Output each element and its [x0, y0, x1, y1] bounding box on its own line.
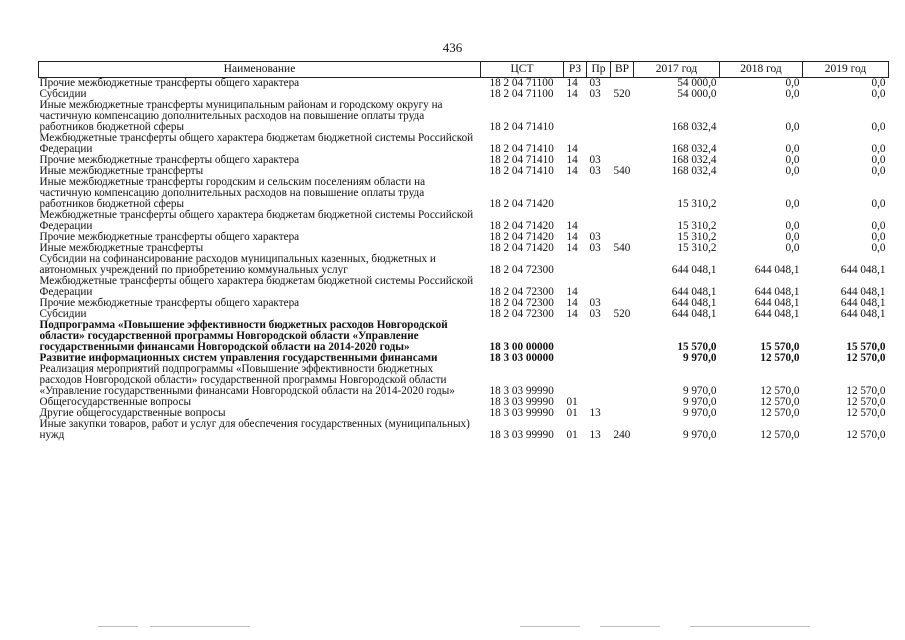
cell-2018: 0,0 — [785, 231, 800, 243]
cell-rz: 14 — [566, 77, 578, 89]
cell-2018: 15 570,0 — [760, 341, 800, 353]
cell-name: Субсидии — [39, 88, 87, 100]
cell-2017: 15 570,0 — [677, 341, 717, 353]
cell-rz — [564, 353, 587, 364]
header-cst: ЦСТ — [481, 62, 564, 78]
cell-2018: 0,0 — [785, 198, 800, 210]
cell-cst: 18 2 04 71410 — [489, 143, 554, 155]
cell-pr: 03 — [589, 165, 601, 177]
cell-name: Иные межбюджетные трансферты муниципальным районам и городскому округу на частичную компенсацию дополнительных расходов на повышение оплаты труда работников бюджетной сферы — [39, 99, 443, 133]
cell-2017: 15 310,2 — [677, 231, 717, 243]
cell-2019: 644 048,1 — [840, 286, 886, 298]
cell-2017: 15 310,2 — [677, 198, 717, 210]
scan-edge-marks — [0, 626, 905, 632]
cell-pr — [587, 100, 611, 133]
cell-2017: 54 000,0 — [677, 77, 717, 89]
cell-rz — [564, 254, 587, 276]
cell-rz: 14 — [566, 220, 578, 232]
cell-pr: 03 — [589, 88, 601, 100]
cell-2018: 12 570,0 — [760, 429, 800, 441]
cell-vr — [611, 408, 634, 419]
cell-pr: 03 — [589, 297, 601, 309]
page-number: 436 — [442, 40, 463, 55]
cell-name: Субсидии на софинансирование расходов муниципальных казенных, бюджетных и автономных учреждений по приобретению коммунальных услуг — [39, 253, 436, 276]
cell-2019: 12 570,0 — [846, 396, 886, 408]
cell-2018: 644 048,1 — [754, 308, 800, 320]
cell-rz — [564, 100, 587, 133]
cell-cst: 18 2 04 71420 — [489, 231, 554, 243]
cell-name: Субсидии — [39, 308, 87, 320]
cell-cst: 18 2 04 72300 — [489, 264, 554, 276]
cell-2018: 0,0 — [785, 154, 800, 166]
cell-vr: 520 — [613, 88, 631, 100]
cell-cst: 18 2 04 71100 — [489, 77, 554, 89]
cell-2017: 9 970,0 — [682, 352, 717, 364]
cell-2018: 0,0 — [785, 242, 800, 254]
table-row — [39, 254, 889, 276]
cell-name: Подпрограмма «Повышение эффективности бюджетных расходов Новгородской области» государственной программы Новгородской области «Управление государственными финансами Новгородской области на 2014-2020 годы» — [39, 319, 448, 353]
cell-2019: 0,0 — [871, 231, 886, 243]
cell-2018: 644 048,1 — [754, 297, 800, 309]
cell-2018: 0,0 — [785, 143, 800, 155]
cell-rz: 14 — [566, 154, 578, 166]
cell-cst: 18 3 00 00000 — [489, 341, 554, 353]
cell-2017: 644 048,1 — [671, 297, 717, 309]
cell-2019: 15 570,0 — [846, 341, 886, 353]
cell-vr: 240 — [613, 429, 631, 441]
cell-2018: 0,0 — [785, 77, 800, 89]
cell-rz: 01 — [566, 407, 578, 419]
cell-pr: 03 — [589, 231, 601, 243]
cell-2018: 12 570,0 — [760, 352, 800, 364]
cell-pr — [587, 210, 611, 232]
cell-vr: 540 — [613, 165, 631, 177]
cell-name: Реализация мероприятий подпрограммы «Повышение эффективности бюджетных расходов Новгородской области» государственной программы Новгородской области «Управление государственными финансами Новгородской области на 2014-2020 годы» — [39, 363, 455, 397]
cell-vr — [611, 353, 634, 364]
cell-2018: 12 570,0 — [760, 396, 800, 408]
cell-2019: 12 570,0 — [846, 385, 886, 397]
header-2018: 2018 год — [720, 62, 803, 78]
table-row — [39, 78, 889, 90]
cell-2019: 0,0 — [871, 88, 886, 100]
cell-2019: 12 570,0 — [846, 429, 886, 441]
cell-cst: 18 3 03 99990 — [489, 429, 554, 441]
cell-2017: 9 970,0 — [682, 407, 717, 419]
cell-name: Межбюджетные трансферты общего характера бюджетам бюджетной системы Российской Федерации — [39, 275, 474, 298]
cell-vr — [611, 210, 634, 232]
cell-2017: 644 048,1 — [671, 308, 717, 320]
cell-pr — [587, 254, 611, 276]
cell-vr — [611, 320, 634, 353]
cell-cst: 18 3 03 99990 — [489, 396, 554, 408]
cell-2017: 168 032,4 — [671, 165, 717, 177]
cell-name: Межбюджетные трансферты общего характера бюджетам бюджетной системы Российской Федерации — [39, 132, 474, 155]
cell-pr — [587, 364, 611, 397]
table-row — [39, 210, 889, 232]
cell-name: Прочие межбюджетные трансферты общего характера — [39, 154, 300, 166]
header-vr: ВР — [611, 62, 634, 78]
cell-2017: 168 032,4 — [671, 143, 717, 155]
cell-pr — [587, 133, 611, 155]
cell-name: Иные межбюджетные трансферты городским и сельским поселениям области на частичную компенсацию дополнительных расходов на повышение оплаты труда работников бюджетной сферы — [39, 176, 426, 210]
cell-pr — [587, 353, 611, 364]
cell-pr — [587, 320, 611, 353]
cell-cst: 18 2 04 71420 — [489, 242, 554, 254]
cell-pr: 03 — [589, 77, 601, 89]
cell-rz — [564, 320, 587, 353]
cell-cst: 18 3 03 99990 — [489, 385, 554, 397]
table-row — [39, 276, 889, 298]
cell-rz: 14 — [566, 143, 578, 155]
table-row — [39, 320, 889, 353]
cell-2019: 0,0 — [871, 121, 886, 133]
cell-rz — [564, 364, 587, 397]
cell-cst: 18 2 04 72300 — [489, 297, 554, 309]
header-2017: 2017 год — [634, 62, 720, 78]
cell-name: Иные межбюджетные трансферты — [39, 242, 204, 254]
cell-pr — [587, 276, 611, 298]
cell-2017: 9 970,0 — [682, 385, 717, 397]
cell-2019: 0,0 — [871, 77, 886, 89]
cell-name: Развитие информационных систем управления государственными финансами — [39, 352, 438, 364]
cell-rz: 14 — [566, 286, 578, 298]
cell-2019: 644 048,1 — [840, 308, 886, 320]
cell-name: Прочие межбюджетные трансферты общего характера — [39, 297, 300, 309]
cell-cst: 18 3 03 00000 — [489, 352, 554, 364]
cell-rz: 14 — [566, 88, 578, 100]
cell-2017: 168 032,4 — [671, 121, 717, 133]
cell-vr — [611, 177, 634, 210]
cell-2018: 0,0 — [785, 88, 800, 100]
cell-rz: 14 — [566, 308, 578, 320]
cell-vr: 540 — [613, 242, 631, 254]
cell-name: Иные межбюджетные трансферты — [39, 165, 204, 177]
budget-table — [38, 61, 889, 441]
cell-name: Межбюджетные трансферты общего характера бюджетам бюджетной системы Российской Федерации — [39, 209, 474, 232]
cell-2018: 12 570,0 — [760, 407, 800, 419]
cell-vr — [611, 397, 634, 408]
cell-2019: 0,0 — [871, 242, 886, 254]
cell-rz: 01 — [566, 429, 578, 441]
cell-pr: 03 — [589, 154, 601, 166]
cell-2019: 0,0 — [871, 220, 886, 232]
cell-vr — [611, 276, 634, 298]
cell-cst: 18 2 04 71410 — [489, 154, 554, 166]
cell-2019: 0,0 — [871, 154, 886, 166]
cell-rz: 14 — [566, 231, 578, 243]
cell-cst: 18 2 04 72300 — [489, 308, 554, 320]
cell-2017: 168 032,4 — [671, 154, 717, 166]
header-rz: РЗ — [564, 62, 587, 78]
cell-2018: 644 048,1 — [754, 286, 800, 298]
cell-2018: 12 570,0 — [760, 385, 800, 397]
cell-cst: 18 2 04 72300 — [489, 286, 554, 298]
header-pr: Пр — [587, 62, 611, 78]
cell-2017: 15 310,2 — [677, 242, 717, 254]
table-header — [39, 62, 889, 78]
cell-2019: 12 570,0 — [846, 407, 886, 419]
cell-vr — [611, 364, 634, 397]
cell-vr — [611, 254, 634, 276]
cell-2017: 644 048,1 — [671, 264, 717, 276]
cell-2019: 0,0 — [871, 165, 886, 177]
cell-rz: 14 — [566, 297, 578, 309]
cell-name: Прочие межбюджетные трансферты общего характера — [39, 231, 300, 243]
cell-vr: 520 — [613, 308, 631, 320]
cell-vr — [611, 100, 634, 133]
cell-2017: 9 970,0 — [682, 396, 717, 408]
cell-rz: 14 — [566, 165, 578, 177]
cell-2018: 0,0 — [785, 220, 800, 232]
cell-name: Прочие межбюджетные трансферты общего характера — [39, 77, 300, 89]
header-2019: 2019 год — [803, 62, 889, 78]
header-row — [39, 62, 889, 78]
table-row — [39, 177, 889, 210]
cell-2019: 0,0 — [871, 143, 886, 155]
cell-cst: 18 3 03 99990 — [489, 407, 554, 419]
cell-name: Иные закупки товаров, работ и услуг для обеспечения государственных (муниципальных) нужд — [39, 418, 470, 441]
cell-pr: 03 — [589, 242, 601, 254]
cell-2017: 644 048,1 — [671, 286, 717, 298]
cell-2019: 644 048,1 — [840, 264, 886, 276]
cell-cst: 18 2 04 71420 — [489, 220, 554, 232]
cell-2018: 0,0 — [785, 165, 800, 177]
table-row — [39, 419, 889, 441]
cell-2019: 644 048,1 — [840, 297, 886, 309]
cell-2019: 12 570,0 — [846, 352, 886, 364]
cell-name: Другие общегосударственные вопросы — [39, 407, 226, 419]
cell-2019: 0,0 — [871, 198, 886, 210]
cell-cst: 18 2 04 71410 — [489, 121, 554, 133]
cell-rz — [564, 177, 587, 210]
cell-pr: 03 — [589, 308, 601, 320]
cell-pr: 13 — [589, 429, 601, 441]
cell-name: Общегосударственные вопросы — [39, 396, 192, 408]
cell-2017: 15 310,2 — [677, 220, 717, 232]
cell-2017: 9 970,0 — [682, 429, 717, 441]
cell-cst: 18 2 04 71410 — [489, 165, 554, 177]
cell-pr — [587, 177, 611, 210]
cell-vr — [611, 133, 634, 155]
cell-rz: 01 — [566, 396, 578, 408]
cell-cst: 18 2 04 71420 — [489, 198, 554, 210]
cell-cst: 18 2 04 71100 — [489, 88, 554, 100]
table-row — [39, 133, 889, 155]
cell-2018: 0,0 — [785, 121, 800, 133]
cell-2018: 644 048,1 — [754, 264, 800, 276]
cell-rz: 14 — [566, 242, 578, 254]
table-row — [39, 100, 889, 133]
table-row — [39, 364, 889, 397]
table-body — [39, 78, 889, 442]
cell-2017: 54 000,0 — [677, 88, 717, 100]
cell-pr: 13 — [589, 407, 601, 419]
header-name: Наименование — [39, 62, 481, 78]
